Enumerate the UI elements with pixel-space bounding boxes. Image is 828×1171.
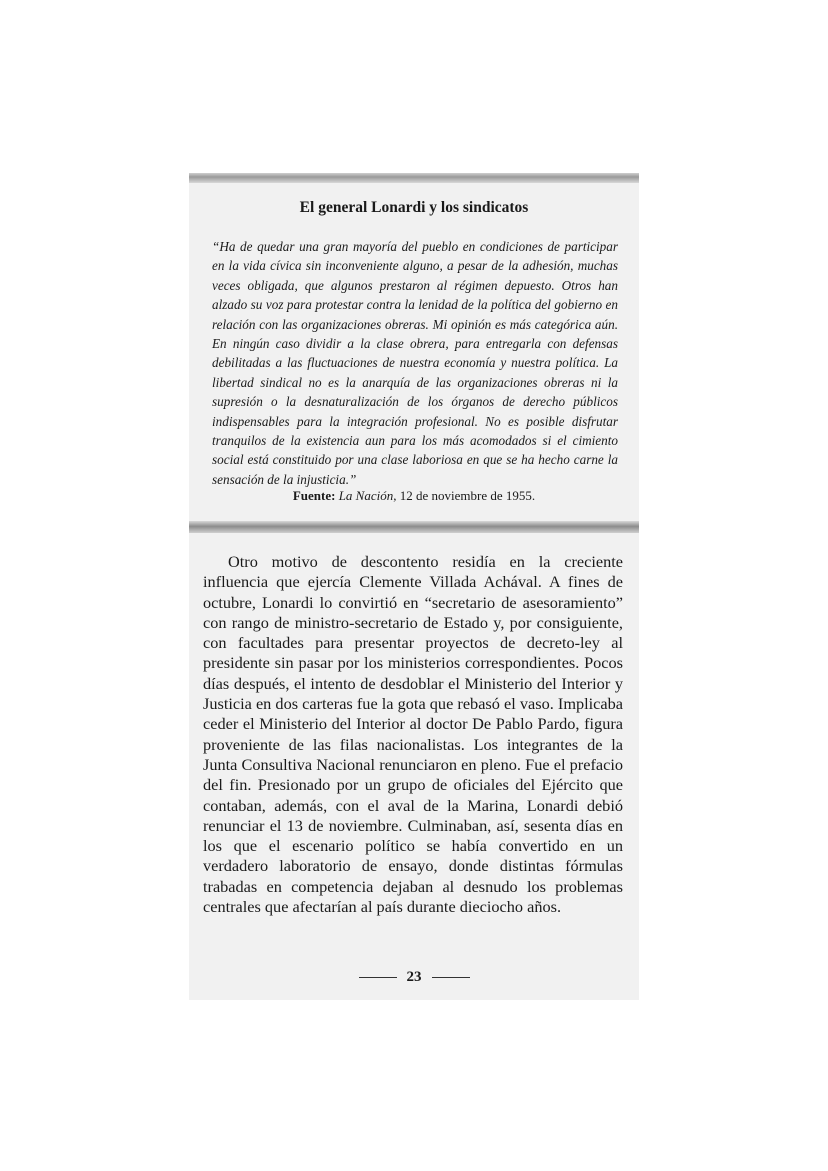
source-date: , 12 de noviembre de 1955.: [393, 488, 536, 503]
page-number: [189, 969, 639, 986]
box-bottom-rule: [189, 521, 639, 533]
box-quote: “Ha de quedar una gran mayoría del pueblo en condiciones de participar en la vida cívica sin inconveniente alguno, a pesar de la adhesión, muchas veces obligada, que algunos prestaron al régimen depuesto. Otros han alzado su voz para protestar contra la lenidad de la política del gobierno en relación con las organizaciones obreras. Mi opinión es más categórica aún. En ningún caso dividir a la clase obrera, para entregarla con defensas debilitadas a las fluctuaciones de nuestra economía y nuestra política. La libertad sindical no es la anarquía de las organizaciones obreras ni la supresión o la desnaturalización de los órganos de derecho públicos indispensables para la integración profesional. No es posible disfrutar tranquilos de la existencia aun para los más acomodados si el cimiento social está constituido por una clase laboriosa en que se ha hecho carne la sensación de la injusticia.”: [212, 239, 618, 487]
box-title: El general Lonardi y los sindicatos: [299, 199, 529, 216]
body-paragraph: Otro motivo de descontento residía en la creciente influencia que ejercía Clemente Villada Achával. A fines de octubre, Lonardi lo convirtió en “secretario de asesoramiento” con rango de ministro-secretario de Estado y, por consiguiente, con facultades para presentar proyectos de decreto-ley al presidente sin pasar por los ministerios correspondientes. Pocos días después, el intento de desdoblar el Ministerio del Interior y Justicia en dos carteras fue la gota que rebasó el vaso. Implicaba ceder el Ministerio del Interior al doctor De Pablo Pardo, figura proveniente de las filas nacionalistas. Los integrantes de la Junta Consultiva Nacional renunciaron en pleno. Fue el prefacio del fin. Presionado por un grupo de oficiales del Ejército que contaban, además, con el aval de la Marina, Lonardi debió renunciar el 13 de noviembre. Culminaban, así, sesenta días en los que el escenario político se había convertido en un verdadero laboratorio de ensayo, donde distintas fórmulas trabadas en competencia dejaban al desnudo los problemas centrales que afectarían al país durante dieciocho años.: [203, 552, 623, 917]
box-top-rule: [189, 173, 639, 183]
folio-dash-left: [359, 977, 397, 978]
folio-dash-right: [432, 977, 470, 978]
source-publication: La Nación: [338, 488, 394, 503]
page-number-text: 23: [406, 969, 422, 985]
source-label: Fuente:: [292, 488, 336, 503]
book-page: [189, 173, 639, 1000]
box-source: [189, 488, 639, 504]
